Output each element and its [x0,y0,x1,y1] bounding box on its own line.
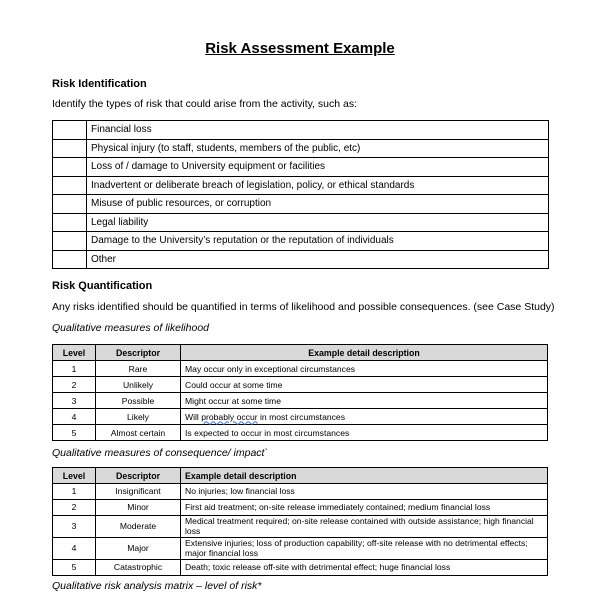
risk-identification-intro: Identify the types of risk that could arise from the activity, such as: [52,98,358,110]
checkbox-cell[interactable] [53,213,87,232]
descriptor-cell: Almost certain [96,425,181,441]
level-cell: 3 [53,516,96,538]
risk-identification-heading: Risk Identification [52,78,147,90]
column-header-description: Example detail description [181,468,548,484]
descriptor-cell: Insignificant [96,484,181,500]
risk-type-label: Legal liability [87,213,549,232]
level-cell: 3 [53,393,96,409]
description-cell: Death; toxic release off-site with detrimental effect; huge financial loss [181,560,548,576]
column-header-level: Level [53,468,96,484]
risk-type-label: Damage to the University’s reputation or the reputation of individuals [87,232,549,251]
table-row [53,425,548,441]
table-row [53,409,548,425]
level-cell: 1 [53,484,96,500]
level-cell: 1 [53,361,96,377]
table-row [53,516,548,538]
table-row [53,538,548,560]
table-header-row [53,468,548,484]
table-row [53,121,549,140]
risk-type-label: Loss of / damage to University equipment or facilities [87,158,549,177]
checkbox-cell[interactable] [53,250,87,269]
likelihood-caption: Qualitative measures of likelihood [52,322,209,334]
description-cell: First aid treatment; on-site release immediately contained; medium financial loss [181,500,548,516]
checkbox-cell[interactable] [53,176,87,195]
column-header-description: Example detail description [181,345,548,361]
checkbox-cell[interactable] [53,139,87,158]
table-row [53,361,548,377]
descriptor-cell: Unlikely [96,377,181,393]
checkbox-cell[interactable] [53,195,87,214]
risk-quantification-intro: Any risks identified should be quantified in terms of likelihood and possible consequences. (see Case Study) [52,301,555,313]
description-cell: May occur only in exceptional circumstances [181,361,548,377]
checkbox-cell[interactable] [53,121,87,140]
level-cell: 2 [53,377,96,393]
description-cell: Medical treatment required; on-site release contained with outside assistance; high financial loss [181,516,548,538]
spellcheck-marked-text: probably occur [201,411,258,422]
descriptor-cell: Likely [96,409,181,425]
table-row [53,560,548,576]
table-row [53,213,549,232]
descriptor-cell: Major [96,538,181,560]
risk-quantification-heading: Risk Quantification [52,280,153,292]
risk-type-label: Physical injury (to staff, students, members of the public, etc) [87,139,549,158]
table-row [53,232,549,251]
descriptor-cell: Possible [96,393,181,409]
description-cell: Might occur at some time [181,393,548,409]
table-row [53,377,548,393]
description-text: in most circumstances [257,411,346,422]
column-header-level: Level [53,345,96,361]
level-cell: 4 [53,409,96,425]
matrix-caption: Qualitative risk analysis matrix – level of risk* [52,580,262,592]
risk-type-label: Financial loss [87,121,549,140]
risk-type-label: Misuse of public resources, or corruption [87,195,549,214]
description-cell: No injuries; low financial loss [181,484,548,500]
table-row [53,250,549,269]
table-row [53,393,548,409]
risk-types-table [52,120,549,269]
risk-type-label: Other [87,250,549,269]
level-cell: 5 [53,560,96,576]
risk-type-label: Inadvertent or deliberate breach of legislation, policy, or ethical standards [87,176,549,195]
level-cell: 2 [53,500,96,516]
description-text: Will [185,411,202,422]
table-row [53,484,548,500]
column-header-descriptor: Descriptor [96,345,181,361]
description-cell: Could occur at some time [181,377,548,393]
document-title: Risk Assessment Example [205,40,395,57]
column-header-descriptor: Descriptor [96,468,181,484]
table-row [53,139,549,158]
level-cell: 4 [53,538,96,560]
descriptor-cell: Moderate [96,516,181,538]
descriptor-cell: Catastrophic [96,560,181,576]
table-row [53,158,549,177]
level-cell: 5 [53,425,96,441]
description-cell [181,409,548,425]
consequence-table [52,467,548,576]
consequence-caption: Qualitative measures of consequence/ impact` [52,447,268,459]
checkbox-cell[interactable] [53,158,87,177]
table-header-row [53,345,548,361]
descriptor-cell: Rare [96,361,181,377]
table-row [53,500,548,516]
table-row [53,176,549,195]
descriptor-cell: Minor [96,500,181,516]
description-cell: Extensive injuries; loss of production capability; off-site release with no detrimental effects; major financial loss [181,538,548,560]
table-row [53,195,549,214]
checkbox-cell[interactable] [53,232,87,251]
likelihood-table [52,344,548,441]
description-cell: Is expected to occur in most circumstances [181,425,548,441]
